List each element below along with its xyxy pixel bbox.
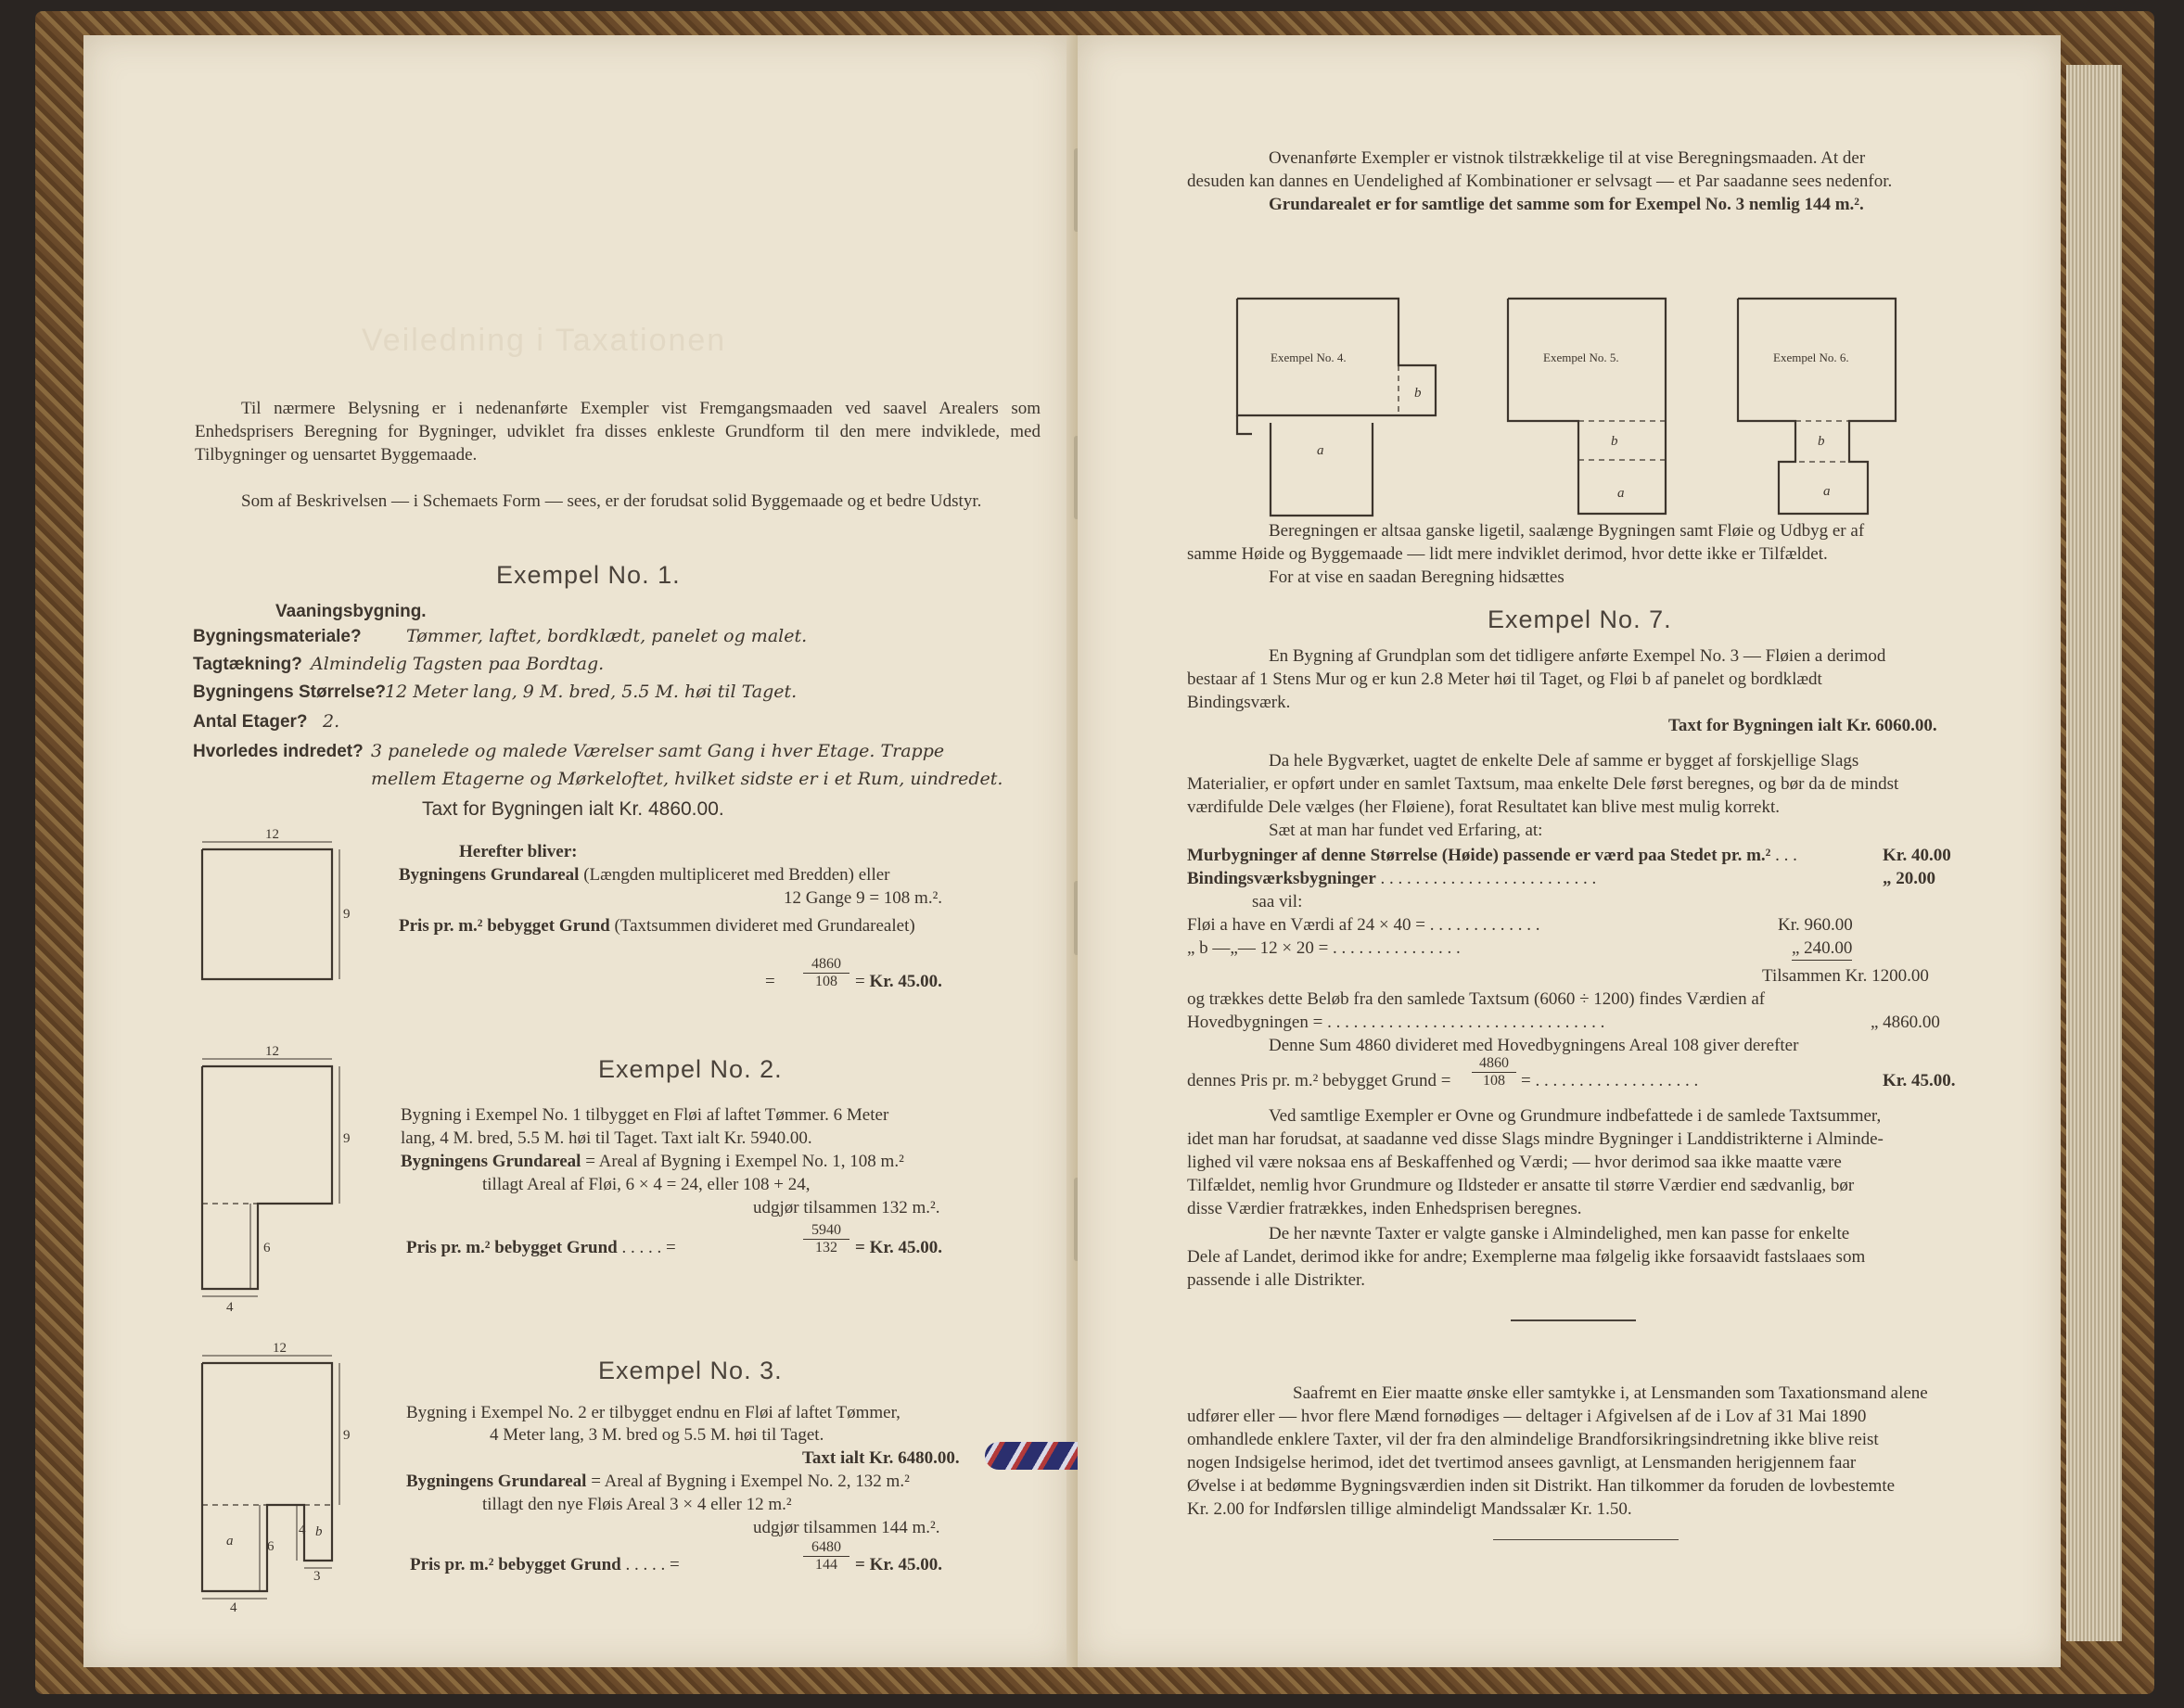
ex3-line5: tillagt den nye Fløis Areal 3 × 4 eller 12 m.² [482,1495,792,1514]
right-p7-line2: Dele af Landet, derimod ikke for andre; Exemplerne maa følgelig ikke forsaavidt fastslaaes som [1187,1247,1866,1267]
ex2-dim-bottom: 4 [226,1300,234,1315]
right-p4: og trækkes dette Beløb fra den samlede Taxtsum (6060 ÷ 1200) findes Værdien af [1187,989,1766,1009]
ex1-label-floors: Antal Etager? [193,712,308,732]
pris-denominator: 108 [1483,1073,1505,1089]
ex3-dim-4b: 4 [230,1600,237,1615]
right-p6-line1: Ved samtlige Exempler er Ovne og Grundmure indbefattede i de samlede Taxtsummer, [1269,1106,1882,1126]
right-p6-line2: idet man har forudsat, at saadanne ved disse Slags mindre Bygninger i Landdistrikterne i Alminde- [1187,1129,1884,1149]
ex1-label-roof: Tagtækning? [193,655,302,674]
pris-value: Kr. 45.00. [1883,1071,1956,1090]
calc-binding-label: Bindingsværksbygninger [1187,869,1376,888]
ex1-dim-side: 9 [343,907,351,922]
ex1-grundareal-text: (Længden multipliceret med Bredden) eller [583,865,890,885]
ex1-title: Exempel No. 1. [496,561,681,589]
ex5-label-a: a [1617,486,1625,501]
ex3-plan-diagram [193,1341,360,1615]
ex3-line2: 4 Meter lang, 3 M. bred og 5.5 M. høi til Taget. [490,1425,824,1445]
ex3-dim-a: a [226,1534,234,1549]
hoved-dots: . . . . . . . . . . . . . . . . . . . . . . . . . . . . . . . . [1327,1013,1605,1032]
right-p8-line3: omhandlede enklere Taxter, vil der fra den almindelige Brandforsikringsindretning ikke blive reist [1187,1430,1879,1449]
calc-binding-value: „ 20.00 [1883,869,1935,888]
ex3-title: Exempel No. 3. [598,1357,783,1384]
floi-b-label: „ b —„— 12 × 20 = [1187,938,1329,958]
calc-mur-dots: . . . [1775,846,1797,865]
ex7-text-line2: bestaar af 1 Stens Mur og er kun 2.8 Meter høi til Taget, og Fløi b af panelet og bordklædt [1187,669,1822,689]
ex4-label-b: b [1414,386,1422,401]
ex2-grundareal-text: = Areal af Bygning i Exempel No. 1, 108 m.² [585,1152,904,1171]
page-edges [2066,65,2122,1641]
right-p6-line4: Tilfældet, nemlig hvor Grundmure og Ildsteder er ansatte til større Værdier end sædvanlig, bør [1187,1176,1855,1195]
right-p3-line4: Sæt at man har fundet ved Erfaring, at: [1269,821,1543,840]
ex6-label-b: b [1818,434,1825,449]
ex1-denominator: 108 [815,974,837,989]
ex1-label-size: Bygningens Størrelse? [193,682,386,702]
pris-numerator: 4860 [1472,1055,1516,1073]
ex4-plan-diagram [1233,258,1456,490]
right-p1-line3: Grundarealet er for samtlige det samme som for Exempel No. 3 nemlig 144 m.². [1269,195,1864,214]
intro-paragraph-2: Som af Beskrivelsen — i Schemaets Form — sees, er der forudsat solid Byggemaade og et bedre Udstyr. [241,491,982,511]
pris-label: dennes Pris pr. m.² bebygget Grund = [1187,1071,1451,1090]
ex2-dim-top: 12 [265,1044,279,1059]
hoved-label: Hovedbygningen = [1187,1013,1323,1032]
ex1-herefter: Herefter bliver: [459,842,578,861]
ex1-building: Vaaningsbygning. [275,602,427,621]
ex1-numerator: 4860 [803,956,849,974]
ex1-value-layout-cont: mellem Etagerne og Mørkeloftet, hvilket sidste er i et Rum, uindredet. [371,769,1003,789]
right-p2-line2: samme Høide og Byggemaade — lidt mere indviklet derimod, hvor dette ikke er Tilfældet. [1187,544,1828,564]
ex2-line5: udgjør tilsammen 132 m.². [753,1198,940,1217]
ex6-plan-diagram [1734,258,1920,527]
ex7-text-line3: Bindingsværk. [1187,693,1291,712]
ex3-dim-3: 3 [313,1569,321,1584]
ex2-line1: Bygning i Exempel No. 1 tilbygget en Fløi af laftet Tømmer. 6 Meter [401,1105,889,1125]
right-p7-line3: passende i alle Distrikter. [1187,1270,1366,1290]
ex2-dim-side: 9 [343,1131,351,1146]
saa-vil: saa vil: [1252,892,1303,911]
ex1-dim-top: 12 [265,827,279,842]
ex7-taxt: Taxt for Bygningen ialt Kr. 6060.00. [1668,716,1937,735]
ex1-pris-text: (Taxtsummen divideret med Grundarealet) [614,916,915,936]
ex3-line3: Taxt ialt Kr. 6480.00. [802,1448,960,1468]
right-p8-line4: nogen Indsigelse herimod, idet det tvertimod ansees gavnligt, at Lensmanden herigjennem faar [1187,1453,1857,1472]
ex3-dim-top: 12 [273,1341,287,1356]
ex1-value-floors: 2. [323,711,340,732]
ex1-value-roof: Almindelig Tagsten paa Bordtag. [311,654,605,674]
right-page [1078,35,2061,1667]
ex1-value-layout: 3 panelede og malede Værelser samt Gang i hver Etage. Trappe [371,741,945,761]
ex3-dim-6: 6 [267,1539,275,1554]
hoved-value: „ 4860.00 [1871,1013,1940,1032]
intro-paragraph-1: Til nærmere Belysning er i nedenanførte Exempler vist Fremgangsmaaden ved saavel Arealers som Enhedsprisers Beregning for Bygninger, udviklet fra disses enkleste Grundform til den mere indviklede, med Tilbygninger og uensartet Byggemaade. [195,399,1041,465]
bleed-through-text: Veiledning i Taxationen [362,323,727,358]
ex2-line2: lang, 4 M. bred, 5.5 M. høi til Taget. Taxt ialt Kr. 5940.00. [401,1128,812,1148]
right-p5: Denne Sum 4860 divideret med Hovedbygningens Areal 108 giver derefter [1269,1036,1799,1055]
ex1-result: Kr. 45.00. [869,972,942,991]
ex1-grundareal-calc: 12 Gange 9 = 108 m.². [784,888,943,908]
right-p8-line5: Øvelse i at bedømme Bygningsværdien inden sit Distrikt. Han tilkommer da foruden de lovbestemte [1187,1476,1896,1496]
floi-b-value: „ 240.00 [1792,937,1852,961]
ex2-result: = Kr. 45.00. [855,1238,943,1257]
ex3-pris-label: Pris pr. m.² bebygget Grund [410,1555,621,1574]
ex2-title: Exempel No. 2. [598,1055,783,1083]
ex1-pris-label: Pris pr. m.² bebygget Grund [399,916,610,936]
calc-mur-label: Murbygninger af denne Størrelse (Høide) passende er værd paa Stedet pr. m.² [1187,846,1771,865]
floi-a-value: Kr. 960.00 [1778,915,1853,935]
right-p6-line5: disse Værdier fratrækkes, inden Enhedsprisen beregnes. [1187,1199,1582,1218]
ex3-denominator: 144 [815,1557,837,1573]
ex7-text-line1: En Bygning af Grundplan som det tidligere anførte Exempel No. 3 — Fløien a derimod [1269,646,1886,666]
right-p3-line1: Da hele Bygværket, uagtet de enkelte Dele af samme er bygget af forskjellige Slags [1269,751,1859,771]
ex2-dots: . . . . . = [621,1238,676,1257]
ex2-pris-label: Pris pr. m.² bebygget Grund [406,1238,618,1257]
right-p8-line2: udfører eller — hvor flere Mænd fornødiges — deltager i Afgivelsen af de i Lov af 31 Mai 1890 [1187,1407,1867,1426]
left-page: Veiledning i Taxationen Til nærmere Belysning er i nedenanførte Exempler vist Fremgangsmaaden ved saavel Arealers som Enhedsprisers Beregning for Bygninger, udviklet fra disses enkleste Grundform til den mere indviklede, med Tilbygninger og uensartet Byggemaade. Som af Beskrivelsen — i Schemaets Form — sees, er der forudsat solid Byggemaade og et bedre Udstyr. Exempel No. 1. Vaaningsbygning. Bygningsmateriale? Tømmer, laftet, bordklædt, panelet og malet. Tagtækning? Almindelig Tagsten paa Bordtag. Bygningens Størrelse? 12 Meter lang, 9 M. bred, 5.5 M. høi til Taget. Antal Etager? 2. Hvorledes indredet? 3 panelede og malede Værelser samt Gang i hver Etage. Trappe mellem Etagerne og Mørkeloftet, hvilket sidste er i et Rum, uindredet. Taxt for Bygningen ialt Kr. 4860.00. 12 9 Herefter bliver: Bygningens Grundareal (Længden multipliceret med Bredden) eller 12 Gange 9 = 108 m.². Pris pr. m.² bebygget Grund (Taxtsummen divideret med Grundarealet) = $\frac{4860}{108}$ = Kr. 45.00. Exempel No. 2. 12 9 6 4 Bygning i Exempel No. 1 tilbygget en Fløi af laftet Tømmer. 6 Meter lang, 4 M. bred, 5.5 M. høi til Taget. Taxt ialt Kr. 5940.00. Bygningens Grundareal = Areal af Bygning i Exempel No. 1, 108 m.² tillagt Areal af Fløi, 6 × 4 = 24, eller 108 + 24, udgjør tilsammen 132 m.². Pris pr. m.² bebygget Grund . . . . . = $\frac{5940}{132}$ = Kr. 45.00. Exempel No. 3. 12 9 a b 6 4 3 4 Bygning i Exempel No. 2 er tilbygget endnu en Fløi af laftet Tømmer, 4 Meter lang, 3 M. bred og 5.5 M. høi til Taget. Taxt ialt Kr. 6480.00. Bygningens Grundareal = Areal af Bygning i Exempel No. 2, 132 m.² tillagt den nye Fløis Areal 3 × 4 eller 12 m.² udgjør tilsammen 144 m.². Pris pr. m.² bebygget Grund . . . . . = $\frac{6480}{144}$ = Kr. 45.00. [83,35,1071,1667]
ex1-label-layout: Hvorledes indredet? [193,742,364,761]
end-rule [1493,1539,1679,1540]
ex3-result: = Kr. 45.00. [855,1555,943,1574]
right-p3-line3: værdifulde Dele vælges (her Fløiene), forat Resultatet kan blive mest mulig korrekt. [1187,797,1780,817]
floi-a-dots: . . . . . . . . . . . . . [1429,915,1540,935]
ex6-label-a: a [1823,484,1831,499]
ex6-label: Exempel No. 6. [1773,351,1849,364]
calc-binding-dots: . . . . . . . . . . . . . . . . . . . . . . . . . [1380,869,1597,888]
ex3-dots: . . . . . = [625,1555,680,1574]
ex5-label: Exempel No. 5. [1543,351,1619,364]
right-p7-line1: De her nævnte Taxter er valgte ganske i Almindelighed, men kan passe for enkelte [1269,1224,1850,1243]
ex2-denominator: 132 [815,1240,837,1256]
ex3-grundareal-text: = Areal af Bygning i Exempel No. 2, 132 m.² [591,1472,910,1491]
ex3-numerator: 6480 [803,1539,849,1557]
ex3-dim-b: b [315,1524,323,1539]
tilsammen: Tilsammen Kr. 1200.00 [1762,966,1929,986]
ex2-plan-diagram [193,1044,351,1315]
ex3-grundareal-label: Bygningens Grundareal [406,1472,587,1491]
ex3-line6: udgjør tilsammen 144 m.². [753,1518,940,1537]
right-p6-line3: lighed vil være noksaa ens af Beskaffenhed og Værdi; — hvor derimod saa ikke maatte være [1187,1153,1842,1172]
right-p8-line1: Saafremt en Eier maatte ønske eller samtykke i, at Lensmanden som Taxationsmand alene [1293,1383,1928,1403]
calc-mur-value: Kr. 40.00 [1883,846,1951,865]
right-p8-line6: Kr. 2.00 for Indførslen tillige almindeligt Mandssalær Kr. 1.50. [1187,1499,1632,1519]
right-p1-line2: desuden kan dannes en Uendelighed af Kombinationer er selvsagt — et Par saadanne sees nedenfor. [1187,172,1893,191]
ex2-dim-wing: 6 [263,1241,271,1256]
ex1-taxt: Taxt for Bygningen ialt Kr. 4860.00. [422,798,724,820]
ex3-dim-side: 9 [343,1428,351,1443]
ex4-label-a: a [1317,443,1324,458]
ex2-line4: tillagt Areal af Fløi, 6 × 4 = 24, eller 108 + 24, [482,1175,811,1194]
pris-dots: = . . . . . . . . . . . . . . . . . . . [1521,1071,1699,1090]
ex3-line1: Bygning i Exempel No. 2 er tilbygget endnu en Fløi af laftet Tømmer, [406,1403,900,1422]
ex1-grundareal-label: Bygningens Grundareal [399,865,580,885]
ex1-label-material: Bygningsmateriale? [193,627,362,646]
ex1-value-size: 12 Meter lang, 9 M. bred, 5.5 M. høi til Taget. [385,682,798,702]
ex5-plan-diagram [1504,258,1690,527]
ex7-title: Exempel No. 7. [1488,605,1672,633]
section-divider [1511,1319,1636,1321]
ex4-label: Exempel No. 4. [1271,351,1347,364]
right-p2-line1: Beregningen er altsaa ganske ligetil, saalænge Bygningen samt Fløie og Udbyg er af [1269,521,1865,541]
ex1-plan-diagram [193,827,351,993]
right-p1-line1: Ovenanførte Exempler er vistnok tilstrækkelige til at vise Beregningsmaaden. At der [1269,148,1866,168]
right-p2-line3: For at vise en saadan Beregning hidsættes [1269,567,1565,587]
floi-a-label: Fløi a have en Værdi af 24 × 40 = [1187,915,1425,935]
right-p3-line2: Materialier, er opført under en samlet Taxtsum, maa enkelte Dele først beregnes, og bør da de mindst [1187,774,1899,794]
ex5-label-b: b [1611,434,1618,449]
ex2-numerator: 5940 [803,1222,849,1240]
ex1-value-material: Tømmer, laftet, bordklædt, panelet og malet. [406,626,808,646]
floi-b-dots: . . . . . . . . . . . . . . . [1333,938,1461,958]
ex3-dim-4: 4 [299,1523,306,1537]
ex2-grundareal-label: Bygningens Grundareal [401,1152,581,1171]
